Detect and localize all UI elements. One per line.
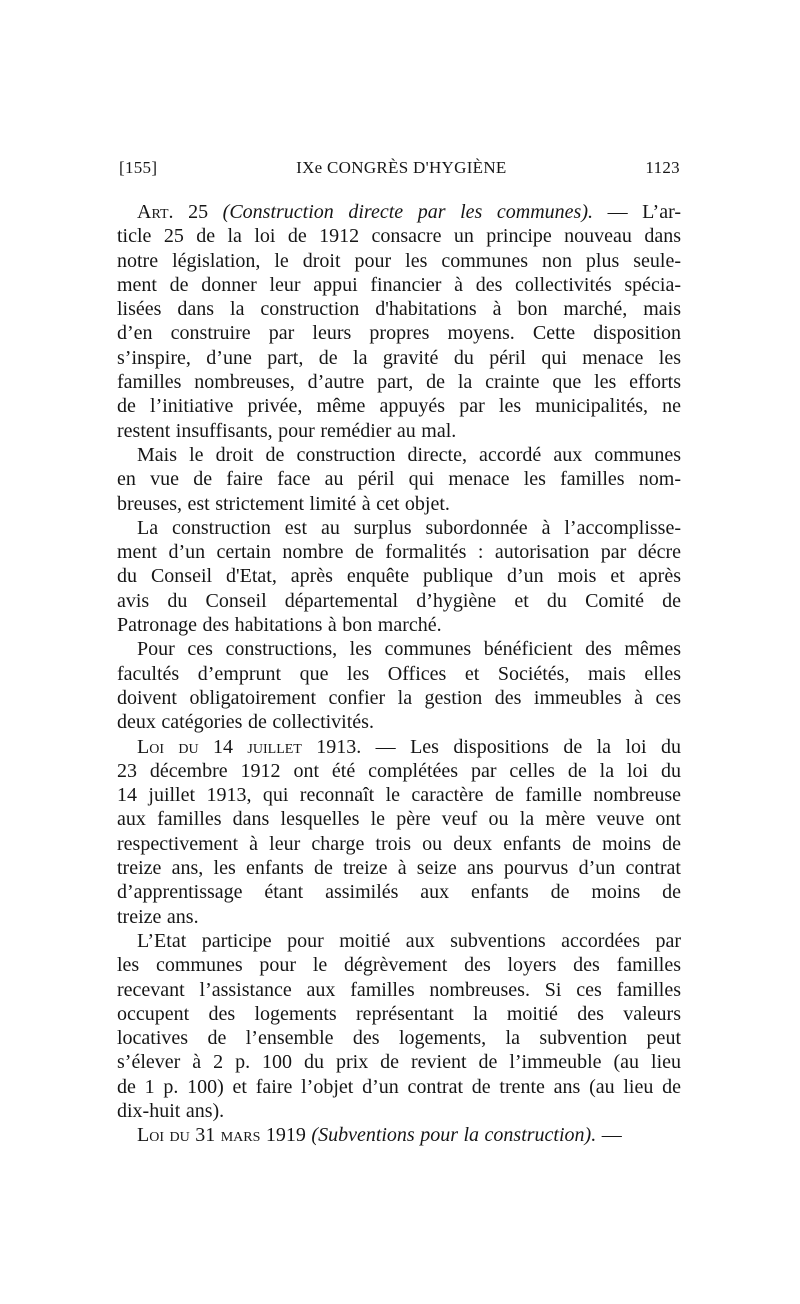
text-line [117, 880, 681, 904]
italic-text: (Construction directe par les communes). [222, 201, 593, 223]
text-run: Mais le droit de construction directe, accordé aux communes [137, 443, 681, 466]
text-run: — [596, 1124, 622, 1147]
text-run: La construction est au surplus subordonnée à l’accomplisse- [137, 516, 681, 539]
text-run: d’en construire par leurs propres moyens. Cette disposition [117, 322, 681, 345]
text-line [117, 419, 681, 443]
text-run: de 1 p. 100) et faire l’objet d’un contrat de trente ans (au lieu de [117, 1075, 681, 1098]
paragraph [117, 929, 681, 1123]
text-line [117, 321, 681, 345]
body-text [117, 200, 681, 1148]
text-line [117, 953, 681, 977]
text-run: en vue de faire face au péril qui menace les familles nom- [117, 468, 681, 491]
running-header [119, 158, 680, 178]
text-line [117, 759, 681, 783]
text-line [117, 783, 681, 807]
text-line [117, 1050, 681, 1074]
text-run: de l’initiative privée, même appuyés par les municipalités, ne [117, 395, 681, 418]
text-line [117, 1026, 681, 1050]
text-line [117, 710, 681, 734]
text-run: lisées dans la construction d'habitations à bon marché, mais [117, 298, 681, 321]
text-run: — Les dispositions de la loi du [361, 735, 681, 758]
section-heading: Art. 25 [137, 201, 223, 223]
text-line [117, 856, 681, 880]
text-run: doivent obligatoirement confier la gestion des immeubles à ces [117, 686, 681, 709]
text-run: treize ans, les enfants de treize à seize ans pourvus d’un contrat [117, 857, 681, 880]
italic-text: (Subventions pour la construction). [311, 1124, 597, 1147]
text-line [117, 249, 681, 273]
text-line [117, 370, 681, 394]
text-run: s’inspire, d’une part, de la gravité du péril qui menace les [117, 346, 681, 369]
text-line [117, 637, 681, 661]
paragraph [117, 516, 681, 637]
text-line [117, 905, 681, 929]
text-line [117, 273, 681, 297]
paragraph [117, 637, 681, 734]
text-run: s’élever à 2 p. 100 du prix de revient de l’immeuble (au lieu [117, 1051, 681, 1074]
text-run: avis du Conseil départemental d’hygiène et du Comité de [117, 589, 681, 612]
paragraph [117, 200, 681, 443]
text-line [117, 1123, 681, 1147]
text-run: Pour ces constructions, les communes bénéficient des mêmes [137, 638, 681, 661]
text-line [117, 200, 681, 224]
text-line [117, 467, 681, 491]
text-run: facultés d’emprunt que les Offices et Sociétés, mais elles [117, 662, 681, 685]
text-run: ment d’un certain nombre de formalités : autorisation par décre [117, 541, 681, 564]
text-run: ticle 25 de la loi de 1912 consacre un principe nouveau dans [117, 225, 681, 248]
text-run: d’apprentissage étant assimilés aux enfants de moins de [117, 881, 681, 904]
paragraph [117, 443, 681, 516]
text-line [117, 929, 681, 953]
text-run: restent insuffisants, pour remédier au mal. [117, 419, 457, 442]
text-line [117, 394, 681, 418]
text-run: dix-huit ans). [117, 1099, 225, 1122]
section-heading: Loi du 14 juillet 1913. [137, 735, 362, 758]
text-line [117, 735, 681, 759]
text-line [117, 1099, 681, 1123]
text-line [117, 1002, 681, 1026]
text-line [117, 613, 681, 637]
text-line [117, 346, 681, 370]
text-line [117, 662, 681, 686]
section-heading: Loi du 31 mars 1919 [137, 1124, 312, 1147]
text-run: 14 juillet 1913, qui reconnaît le caractère de famille nombreuse [117, 784, 681, 807]
text-line [117, 492, 681, 516]
text-line [117, 516, 681, 540]
text-run: aux familles dans lesquelles le père veuf ou la mère veuve ont [117, 808, 681, 831]
text-run: ment de donner leur appui financier à des collectivités spécia- [117, 273, 681, 296]
page-number: 1123 [645, 158, 680, 177]
paragraph [117, 735, 681, 929]
text-run: treize ans. [117, 905, 199, 928]
text-line [117, 1075, 681, 1099]
page-reference: [155] [119, 158, 158, 177]
text-run: breuses, est strictement limité à cet objet. [117, 492, 450, 515]
text-line [117, 686, 681, 710]
text-line [117, 443, 681, 467]
text-line [117, 589, 681, 613]
text-run: notre législation, le droit pour les communes non plus seule- [117, 249, 681, 272]
text-run: locatives de l’ensemble des logements, la subvention peut [117, 1027, 681, 1050]
text-run: occupent des logements représentant la moitié des valeurs [117, 1002, 681, 1025]
text-line [117, 297, 681, 321]
text-run: recevant l’assistance aux familles nombreuses. Si ces familles [117, 978, 681, 1001]
text-run: L’Etat participe pour moitié aux subventions accordées par [137, 929, 681, 952]
paragraph [117, 1123, 681, 1147]
text-run: familles nombreuses, d’autre part, de la crainte que les efforts [117, 371, 681, 394]
text-run: les communes pour le dégrèvement des loyers des familles [117, 954, 681, 977]
running-title: IXe CONGRÈS D'HYGIÈNE [296, 158, 507, 177]
text-run: Patronage des habitations à bon marché. [117, 614, 442, 637]
text-line [117, 978, 681, 1002]
text-line [117, 224, 681, 248]
text-run: du Conseil d'Etat, après enquête publique d’un mois et après [117, 565, 681, 588]
text-run: respectivement à leur charge trois ou deux enfants de moins de [117, 832, 681, 855]
text-run: deux catégories de collectivités. [117, 711, 374, 734]
text-run: — L’ar- [593, 201, 682, 223]
text-line [117, 832, 681, 856]
text-line [117, 564, 681, 588]
text-run: 23 décembre 1912 ont été complétées par celles de la loi du [117, 759, 681, 782]
text-line [117, 807, 681, 831]
text-line [117, 540, 681, 564]
